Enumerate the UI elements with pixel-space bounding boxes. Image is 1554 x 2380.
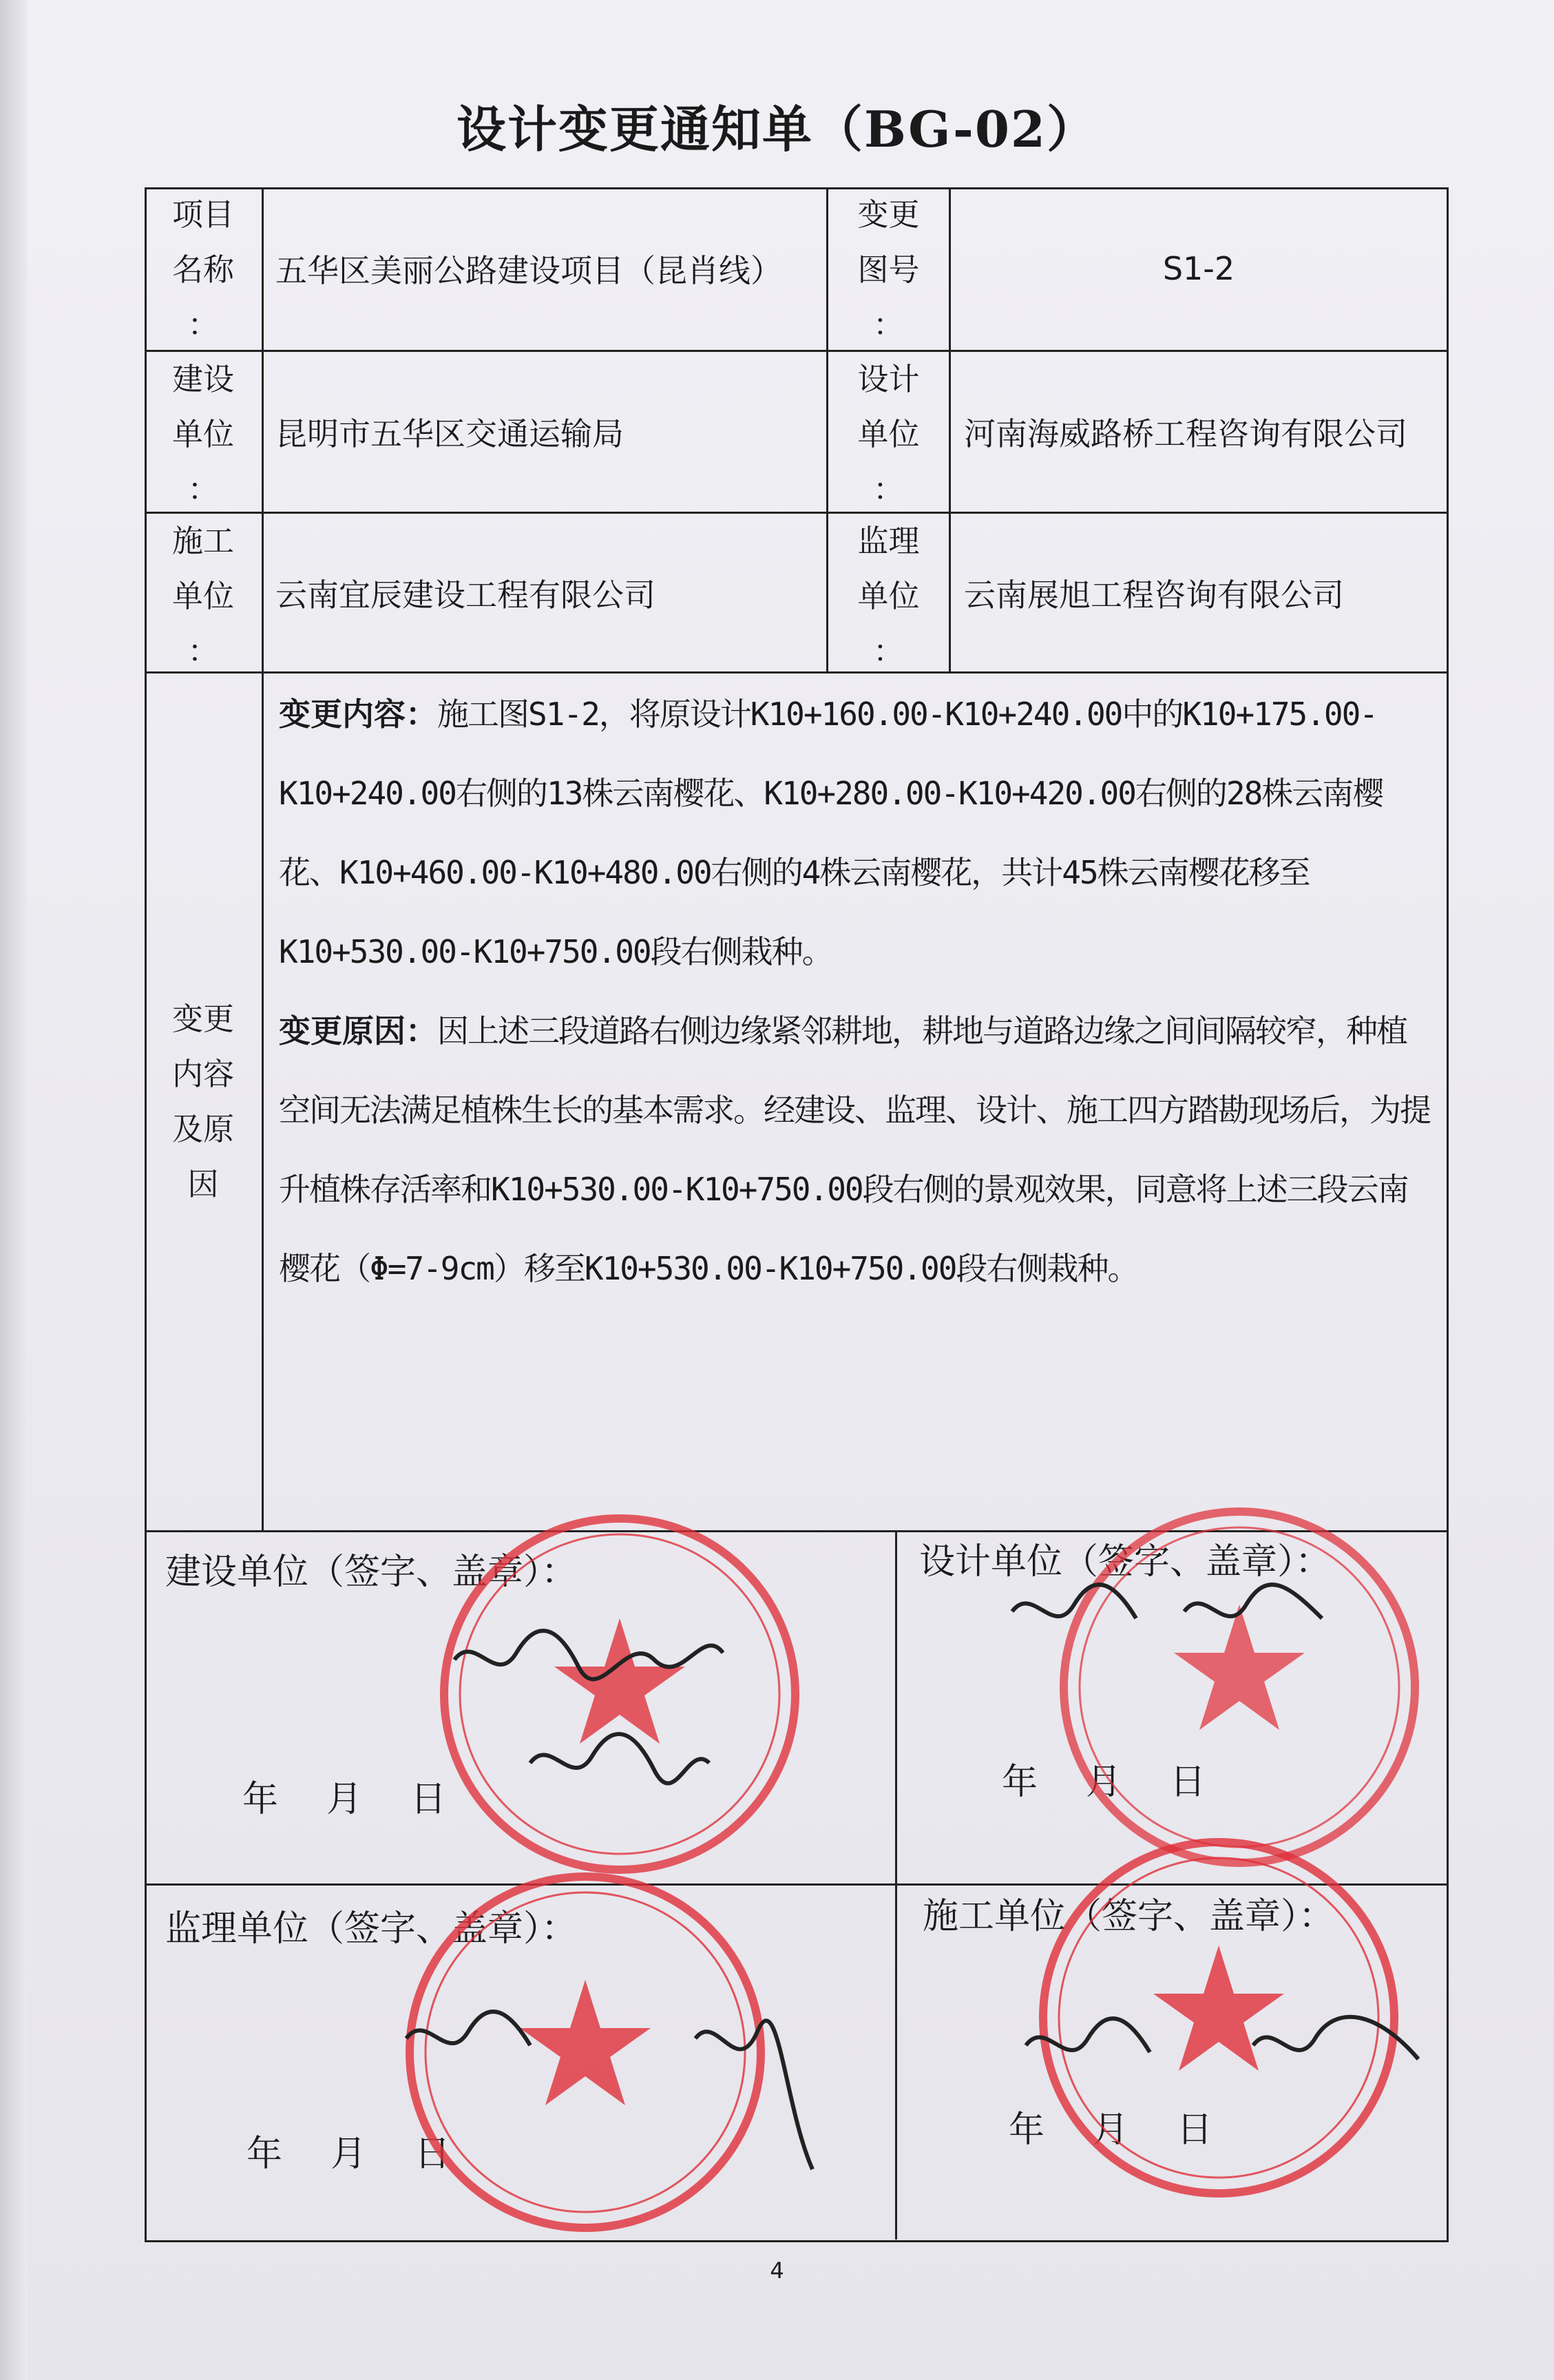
supervisor-handwritten-signature bbox=[399, 1997, 840, 2176]
designer-label bbox=[828, 352, 949, 517]
date-year: 年 bbox=[246, 2133, 283, 2175]
date-month: 月 bbox=[1093, 2109, 1129, 2151]
label-line: 单位 bbox=[171, 578, 234, 614]
date-month: 月 bbox=[330, 2133, 367, 2175]
owner-label bbox=[145, 352, 262, 517]
date-month: 月 bbox=[1086, 1762, 1122, 1803]
supervisor-sign-label: 监理单位（签字、盖章）： bbox=[165, 1908, 578, 1950]
date-day: 日 bbox=[410, 1779, 447, 1820]
contractor-label bbox=[145, 514, 262, 679]
designer-seal bbox=[1047, 1494, 1432, 1880]
label-line: 单位 bbox=[171, 416, 234, 452]
label-line: ： bbox=[872, 306, 904, 343]
label-line: 监理 bbox=[857, 523, 920, 559]
label-line: 图号 bbox=[857, 251, 920, 288]
contractor-sign-label: 施工单位（签字、盖章）： bbox=[923, 1896, 1335, 1937]
row-divider bbox=[145, 671, 1447, 674]
label-line: 施工 bbox=[171, 523, 234, 559]
label-line: ： bbox=[872, 633, 904, 669]
drawing-no-label bbox=[828, 187, 949, 353]
label-line: 变更 bbox=[857, 196, 920, 233]
label-line: 建设 bbox=[171, 361, 234, 397]
owner-handwritten-signature bbox=[448, 1605, 737, 1811]
label-line: ： bbox=[187, 471, 219, 508]
label-line: ： bbox=[187, 306, 219, 343]
change-content-block bbox=[279, 675, 1436, 992]
page-number: 4 bbox=[770, 2257, 784, 2284]
date-day: 日 bbox=[414, 2133, 451, 2175]
change-section-label bbox=[145, 992, 262, 1212]
label-line: 设计 bbox=[857, 361, 920, 397]
label-line: 项目 bbox=[171, 196, 234, 233]
label-line: ： bbox=[872, 471, 904, 508]
date-year: 年 bbox=[1002, 1762, 1038, 1803]
drawing-no-value: S1-2 bbox=[1162, 250, 1235, 287]
supervisor-label bbox=[828, 514, 949, 679]
label-line: 及原 bbox=[171, 1111, 234, 1147]
contractor-value: 云南宜辰建设工程有限公司 bbox=[275, 576, 655, 614]
label-line: 变更 bbox=[171, 1001, 234, 1037]
change-content-label: 变更内容： bbox=[279, 696, 437, 733]
label-line: 因 bbox=[187, 1166, 219, 1202]
change-reason-text: 因上述三段道路右侧边缘紧邻耕地，耕地与道路边缘之间间隔较窄，种植空间无法满足植株生长的基本需求。经建设、监理、设计、施工四方踏勘现场后，为提升植株存活率和K10+530.00-K10+750.00段右侧的景观效果，同意将上述三段云南樱花（Φ=7-9cm）移至K10+530.00-K10+750.00段右侧栽种。 bbox=[279, 1012, 1430, 1287]
label-line: ： bbox=[187, 633, 219, 669]
date-day: 日 bbox=[1170, 1762, 1206, 1803]
owner-value: 昆明市五华区交通运输局 bbox=[275, 415, 624, 452]
date-year: 年 bbox=[1009, 2109, 1045, 2151]
column-divider bbox=[262, 187, 264, 1532]
label-line: 名称 bbox=[171, 251, 234, 288]
project-name-label bbox=[145, 187, 262, 353]
project-name-value: 五华区美丽公路建设项目（昆肖线） bbox=[275, 252, 782, 289]
label-line: 单位 bbox=[857, 578, 920, 614]
label-line: 单位 bbox=[857, 416, 920, 452]
binding-shadow bbox=[0, 0, 28, 2380]
column-divider bbox=[895, 1530, 897, 2240]
change-content-text: 施工图S1-2，将原设计K10+160.00-K10+240.00中的K10+175.00-K10+240.00右侧的13株云南樱花、K10+280.00-K10+420.00右侧的28株云南樱花、K10+460.00-K10+480.00右侧的4株云南樱花，共计45株云南樱花移至K10+530.00-K10+750.00段右侧栽种。 bbox=[279, 696, 1383, 970]
date-day: 日 bbox=[1177, 2109, 1213, 2151]
designer-sign-label: 设计单位（签字、盖章）： bbox=[919, 1541, 1332, 1583]
document-title: 设计变更通知单（BG-02） bbox=[456, 100, 1098, 158]
date-year: 年 bbox=[242, 1779, 279, 1820]
date-month: 月 bbox=[326, 1779, 363, 1820]
label-line: 内容 bbox=[171, 1056, 234, 1092]
designer-value: 河南海威路桥工程咨询有限公司 bbox=[964, 415, 1407, 452]
change-reason-block bbox=[279, 992, 1436, 1308]
owner-sign-label: 建设单位（签字、盖章）： bbox=[165, 1552, 578, 1593]
designer-handwritten-signature bbox=[1005, 1570, 1336, 1653]
change-reason-label: 变更原因： bbox=[279, 1012, 437, 1050]
contractor-handwritten-signature bbox=[1019, 1997, 1432, 2094]
supervisor-value: 云南展旭工程咨询有限公司 bbox=[964, 576, 1344, 614]
